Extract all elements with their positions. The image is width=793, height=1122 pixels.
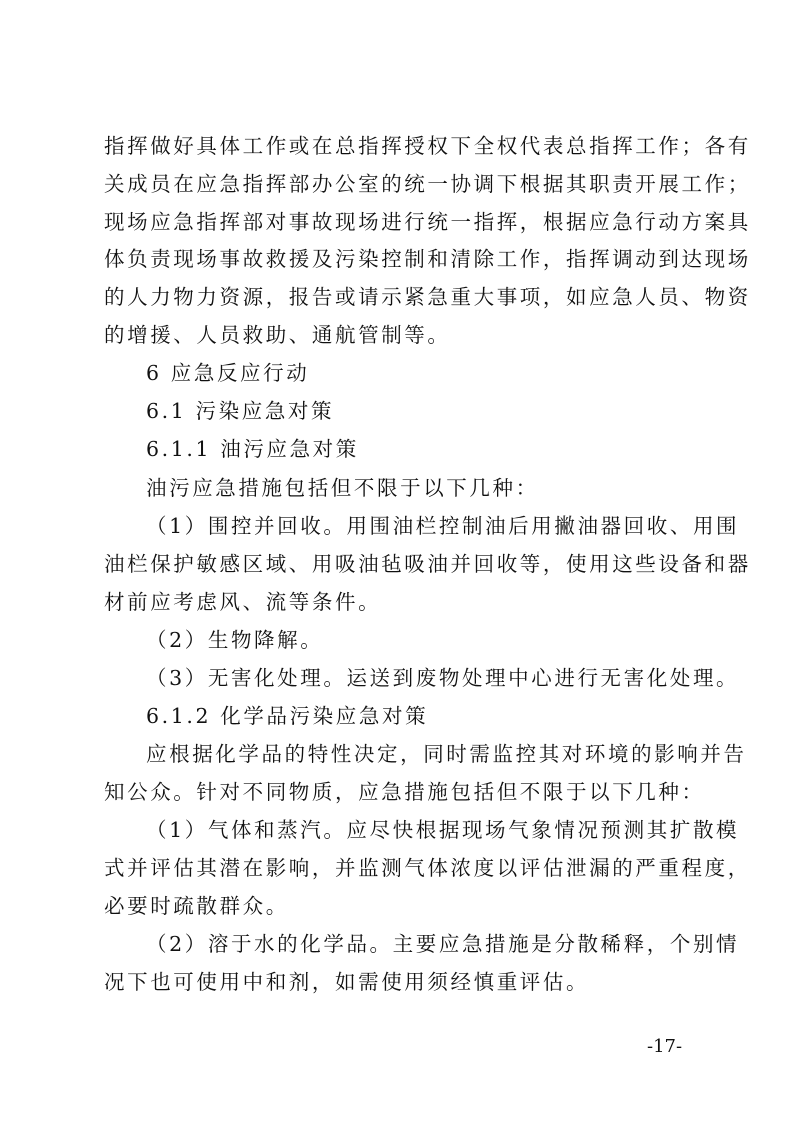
body-text-line: 的增援、人员救助、通航管制等。 xyxy=(104,323,451,347)
body-text-line: 必要时疏散群众。 xyxy=(104,894,289,918)
list-item-line: （1）气体和蒸汽。应尽快根据现场气象情况预测其扩散模 xyxy=(146,818,740,842)
body-text-line: 油栏保护敏感区域、用吸油毡吸油并回收等，使用这些设备和器 xyxy=(104,552,751,576)
body-text-line: 体负责现场事故救援及污染控制和清除工作，指挥调动到达现场 xyxy=(104,247,751,271)
subsection-heading: 6.1 污染应急对策 xyxy=(146,399,335,423)
body-text-line: 况下也可使用中和剂，如需使用须经慎重评估。 xyxy=(104,970,590,994)
subsubsection-heading: 6.1.2 化学品污染应急对策 xyxy=(146,704,429,728)
body-text-line: 材前应考虑风、流等条件。 xyxy=(104,590,382,614)
body-text-line: 式并评估其潜在影响，并监测气体浓度以评估泄漏的严重程度， xyxy=(104,856,751,880)
list-item-line: （2）溶于水的化学品。主要应急措施是分散稀释，个别情 xyxy=(146,932,740,956)
subsubsection-heading: 6.1.1 油污应急对策 xyxy=(146,437,359,461)
section-heading: 6 应急反应行动 xyxy=(146,361,310,385)
body-text-line: 关成员在应急指挥部办公室的统一协调下根据其职责开展工作； xyxy=(104,172,751,196)
body-text-line: 现场应急指挥部对事故现场进行统一指挥，根据应急行动方案具 xyxy=(104,210,751,234)
page-number: -17- xyxy=(647,1036,683,1057)
list-item-line: （3）无害化处理。运送到废物处理中心进行无害化处理。 xyxy=(146,666,740,690)
body-text-line: 的人力物力资源，报告或请示紧急重大事项，如应急人员、物资 xyxy=(104,285,751,309)
body-text-line: 应根据化学品的特性决定，同时需监控其对环境的影响并告 xyxy=(146,742,747,766)
list-item-line: （2）生物降解。 xyxy=(146,628,324,652)
list-item-line: （1）围控并回收。用围油栏控制油后用撇油器回收、用围 xyxy=(146,514,740,538)
body-text-line: 油污应急措施包括但不限于以下几种： xyxy=(146,476,539,500)
body-text-line: 指挥做好具体工作或在总指挥授权下全权代表总指挥工作；各有 xyxy=(104,134,751,158)
body-text-line: 知公众。针对不同物质，应急措施包括但不限于以下几种： xyxy=(104,780,705,804)
